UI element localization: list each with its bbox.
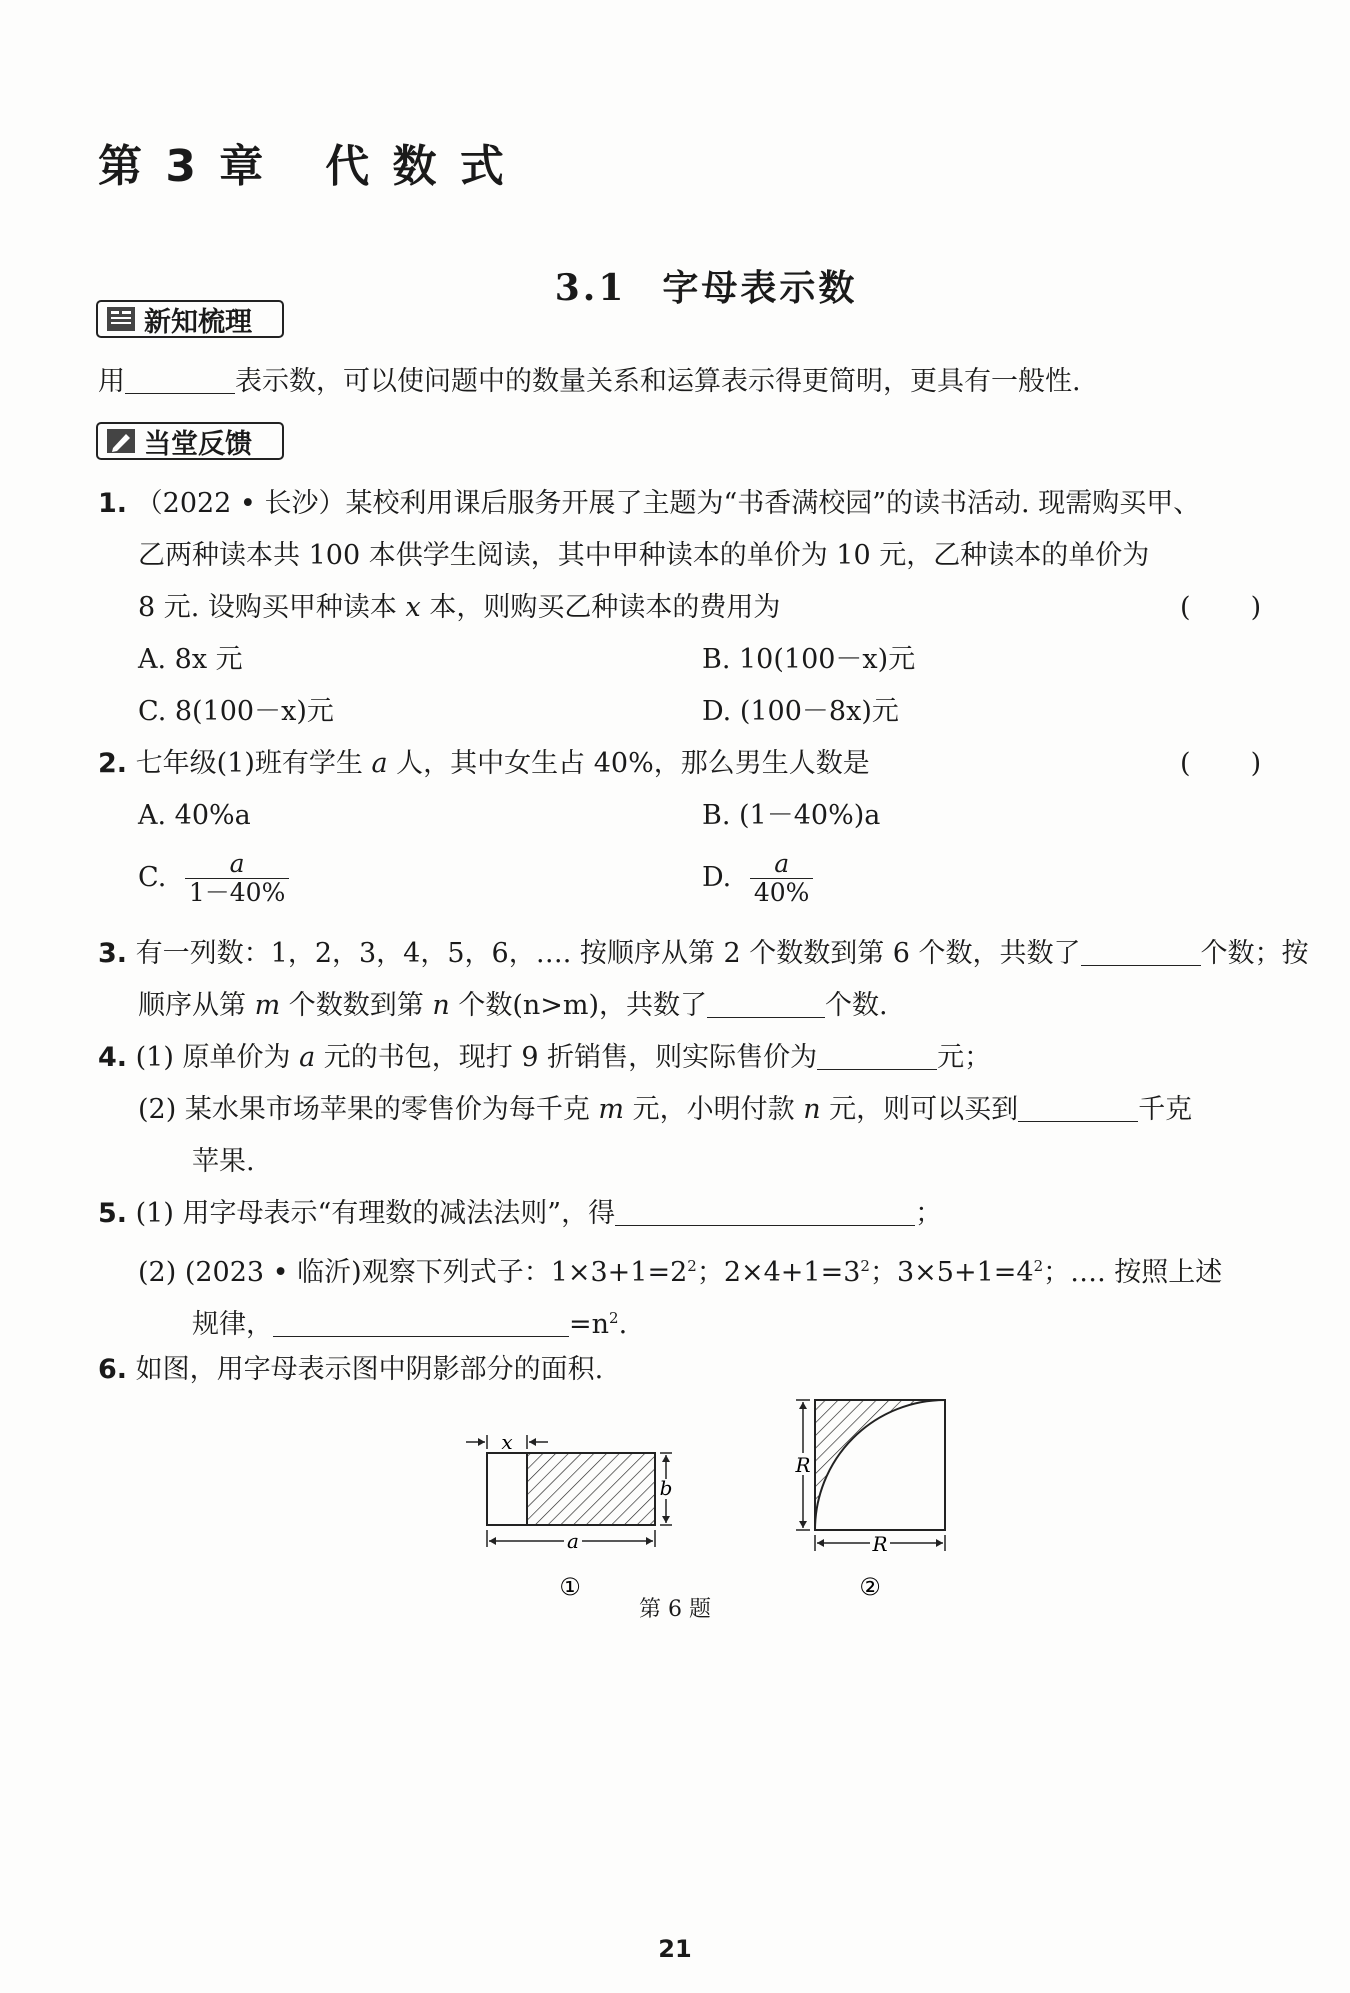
q2-var-a: a [371,748,388,779]
q5-text-2d: ；…. 按照上述 [1043,1257,1223,1288]
q5-blank-2[interactable] [273,1306,569,1337]
q5-blank-1[interactable] [615,1195,915,1226]
q2-option-c[interactable] [138,850,289,907]
q4-number: 4. [98,1042,128,1073]
fraction-numerator: a [229,849,245,878]
q5-text-2a: (2) (2023 • 临沂)观察下列式子：1×3+1=2 [138,1257,688,1288]
q5-text-3c: . [618,1309,628,1340]
section-number: 3.1 [554,267,627,309]
figure-1-label-x: x [501,1430,513,1454]
q4-part1 [98,1038,991,1078]
q2-answer-bracket[interactable]: ( ) [1180,748,1262,779]
chapter-title: 第 3 章 代 数 式 [98,141,508,192]
q5-part2-cont [192,1298,627,1345]
q3-text-1a: 有一列数：1，2，3，4，5，6，…. 按顺序从第 2 个数数到第 6 个数，共数了 [135,938,1081,969]
q1-line2: 乙两种读本共 100 本供学生阅读，其中甲种读本的单价为 10 元，乙种读本的单价为 [138,540,1150,571]
page-number: 21 [658,1935,692,1963]
q1-option-a[interactable]: A. 8x 元 [138,644,243,675]
q1-line1 [98,484,1200,524]
figure-2 [794,1400,945,1601]
feedback-label: 当堂反馈 [144,428,252,460]
q2-number: 2. [98,748,128,779]
q5-text-3b: =n [569,1309,610,1340]
q4-text-2b: 元，小明付款 [624,1094,804,1125]
q1-option-b[interactable]: B. 10(100－x)元 [702,644,916,675]
q1-line3 [138,588,780,628]
q1-text-3a: 8 元. 设购买甲种读本 [138,592,406,623]
figure-caption: 第 6 题 [639,1597,711,1622]
q4-part2 [138,1090,1192,1130]
q2-option-d[interactable] [702,850,813,907]
q5-number: 5. [98,1198,128,1229]
figure-2-label-r-bottom: R [872,1532,888,1556]
intro-blank[interactable] [125,363,235,394]
intro-suffix: 表示数，可以使问题中的数量关系和运算表示得更简明，更具有一般性. [235,366,1081,397]
intro-prefix: 用 [98,366,125,397]
section-name: 字母表示数 [662,267,858,309]
q3-var-n: n [432,990,450,1021]
q1-number: 1. [98,488,128,519]
superscript: 2 [1033,1257,1044,1275]
q3-text-2a: 顺序从第 [138,990,255,1021]
fraction-denominator: 40% [750,878,814,907]
superscript: 2 [609,1309,619,1327]
q3-text-2c: 个数(n>m)，共数了 [449,990,708,1021]
q2-option-c-label: C. [138,862,167,893]
q2-option-d-label: D. [702,862,732,893]
q3-text-2d: 个数. [825,990,888,1021]
figure-1-label-a: a [567,1529,579,1553]
q5-part2 [138,1246,1222,1293]
fraction-numerator: a [774,849,790,878]
superscript: 2 [860,1257,870,1275]
q3-text-2b: 个数数到第 [280,990,433,1021]
q4-var-a: a [299,1042,316,1073]
q4-var-m: m [598,1094,625,1125]
q5-text-2b: ；2×4+1=3 [696,1257,861,1288]
new-knowledge-label: 新知梳理 [144,306,252,338]
figure-1-number: ① [559,1573,581,1601]
q4-part2-cont: 苹果. [192,1146,255,1177]
q2-text-a: 七年级(1)班有学生 [135,748,372,779]
q1-text-1: （2022 • 长沙）某校利用课后服务开展了主题为“书香满校园”的读书活动. 现需购买甲、 [135,488,1201,519]
q3-line2 [138,986,888,1026]
figure-2-number: ② [859,1573,881,1601]
q2-option-a[interactable]: A. 40%a [138,800,251,831]
q6-line [98,1350,603,1390]
q5-text-2c: ；3×5+1=4 [869,1257,1034,1288]
q5-part1 [98,1194,942,1234]
q3-blank-1[interactable] [1081,935,1201,966]
book-icon [106,306,136,332]
feedback-tag [96,422,284,460]
q4-blank-1[interactable] [817,1039,937,1070]
q6-number: 6. [98,1354,128,1385]
q4-var-n: n [803,1094,821,1125]
figure-2-label-r-left: R [795,1453,811,1477]
q4-blank-2[interactable] [1018,1091,1138,1122]
q2-option-d-fraction [750,850,814,907]
q2-text-b: 人，其中女生占 40%，那么男生人数是 [387,748,870,779]
q1-option-c[interactable]: C. 8(100－x)元 [138,696,334,727]
q5-text-1a: (1) 用字母表示“有理数的减法法则”，得 [135,1198,616,1229]
q5-text-1b: ； [915,1198,943,1229]
q3-line1 [98,934,1309,974]
q4-text-1a: (1) 原单价为 [135,1042,300,1073]
q3-var-m: m [254,990,281,1021]
intro-line [98,362,1081,402]
figure-1 [466,1430,674,1601]
q5-text-3a: 规律， [192,1309,273,1340]
q4-text-2a: (2) 某水果市场苹果的零售价为每千克 [138,1094,599,1125]
q4-text-1b: 元的书包，现打 9 折销售，则实际售价为 [315,1042,818,1073]
q3-number: 3. [98,938,128,969]
q4-text-1c: 元； [937,1042,992,1073]
fraction-denominator: 1－40% [185,878,289,907]
q4-text-2d: 千克 [1138,1094,1193,1125]
figure-1-shaded-rect [527,1453,655,1525]
q2-option-b[interactable]: B. (1－40%)a [702,800,881,831]
figure-1-label-b: b [659,1476,673,1500]
q1-answer-bracket[interactable]: ( ) [1180,592,1262,623]
figure-2-shaded-region [815,1400,945,1530]
superscript: 2 [687,1257,697,1275]
q3-text-1b: 个数；按 [1200,938,1309,969]
q1-text-3b: 本，则购买乙种读本的费用为 [420,592,781,623]
q2-option-c-fraction [185,850,289,907]
q2-line [98,744,870,784]
q3-blank-2[interactable] [707,987,825,1018]
new-knowledge-tag [96,300,284,338]
q6-text: 如图，用字母表示图中阴影部分的面积. [135,1354,604,1385]
q1-option-d[interactable]: D. (100－8x)元 [702,696,899,727]
q1-var-x: x [405,592,421,623]
pencil-icon [106,428,136,454]
q4-text-2c: 元，则可以买到 [820,1094,1019,1125]
